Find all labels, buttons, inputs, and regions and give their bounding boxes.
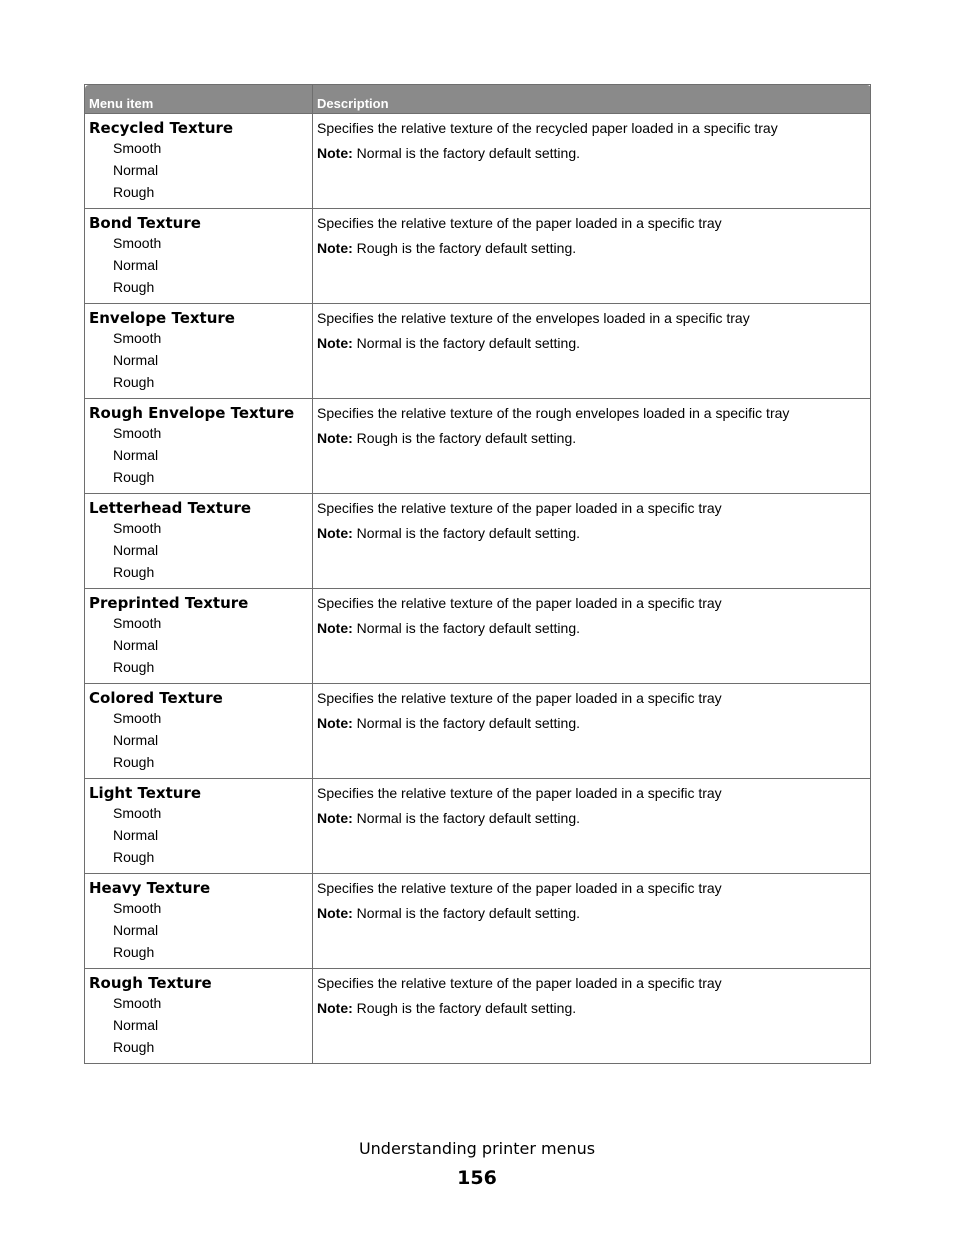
note-label: Note:	[317, 905, 353, 921]
default-setting-note	[317, 809, 866, 827]
table-row	[85, 874, 871, 969]
menu-item-name: Rough Envelope Texture	[89, 404, 295, 422]
table-row	[85, 589, 871, 684]
note-text: Normal is the factory default setting.	[352, 905, 580, 921]
default-setting-note	[317, 239, 866, 257]
page-number: 156	[457, 1167, 497, 1189]
menu-option: Rough	[113, 1039, 155, 1055]
description-cell	[313, 969, 871, 1064]
note-text: Normal is the factory default setting.	[352, 715, 580, 731]
description-text: Specifies the relative texture of the envelopes loaded in a specific tray	[317, 310, 750, 326]
menu-option: Normal	[113, 352, 159, 368]
menu-item-cell	[85, 874, 313, 969]
menu-item-name: Heavy Texture	[89, 879, 211, 897]
default-setting-note	[317, 904, 866, 922]
menu-item-cell	[85, 969, 313, 1064]
menu-option: Rough	[113, 944, 155, 960]
menu-option: Rough	[113, 849, 155, 865]
description-text: Specifies the relative texture of the recycled paper loaded in a specific tray	[317, 120, 778, 136]
menu-item-cell	[85, 779, 313, 874]
note-label: Note:	[317, 145, 353, 161]
table-row	[85, 114, 871, 209]
menu-option: Smooth	[113, 805, 162, 821]
menu-option: Smooth	[113, 615, 162, 631]
default-setting-note	[317, 144, 866, 162]
table-row	[85, 684, 871, 779]
description-cell	[313, 684, 871, 779]
menu-option: Normal	[113, 162, 159, 178]
menu-option: Rough	[113, 469, 155, 485]
table-row	[85, 779, 871, 874]
menu-option: Normal	[113, 542, 159, 558]
default-setting-note	[317, 524, 866, 542]
menu-item-cell	[85, 209, 313, 304]
menu-option: Smooth	[113, 425, 162, 441]
description-text: Specifies the relative texture of the rough envelopes loaded in a specific tray	[317, 405, 790, 421]
menu-item-cell	[85, 684, 313, 779]
description-text: Specifies the relative texture of the paper loaded in a specific tray	[317, 690, 722, 706]
default-setting-note	[317, 619, 866, 637]
menu-option: Smooth	[113, 140, 162, 156]
description-cell	[313, 304, 871, 399]
note-label: Note:	[317, 1000, 353, 1016]
note-label: Note:	[317, 525, 353, 541]
description-text: Specifies the relative texture of the paper loaded in a specific tray	[317, 500, 722, 516]
note-text: Normal is the factory default setting.	[352, 525, 580, 541]
menu-table	[84, 84, 871, 1064]
description-text: Specifies the relative texture of the paper loaded in a specific tray	[317, 975, 722, 991]
table-row	[85, 494, 871, 589]
note-text: Rough is the factory default setting.	[352, 430, 577, 446]
menu-option: Rough	[113, 184, 155, 200]
menu-option: Rough	[113, 754, 155, 770]
description-cell	[313, 399, 871, 494]
note-label: Note:	[317, 620, 353, 636]
menu-option: Normal	[113, 447, 159, 463]
description-cell	[313, 589, 871, 684]
note-text: Rough is the factory default setting.	[352, 240, 577, 256]
menu-item-name: Recycled Texture	[89, 119, 234, 137]
menu-option: Normal	[113, 257, 159, 273]
note-text: Normal is the factory default setting.	[352, 810, 580, 826]
description-cell	[313, 114, 871, 209]
menu-item-cell	[85, 304, 313, 399]
note-text: Normal is the factory default setting.	[352, 145, 580, 161]
menu-option: Rough	[113, 374, 155, 390]
description-text: Specifies the relative texture of the paper loaded in a specific tray	[317, 785, 722, 801]
menu-item-name: Rough Texture	[89, 974, 212, 992]
menu-option: Normal	[113, 637, 159, 653]
menu-item-name: Preprinted Texture	[89, 594, 249, 612]
note-text: Normal is the factory default setting.	[352, 620, 580, 636]
table-row	[85, 304, 871, 399]
menu-item-cell	[85, 589, 313, 684]
description-cell	[313, 494, 871, 589]
menu-option: Smooth	[113, 235, 162, 251]
table-row	[85, 209, 871, 304]
menu-option: Smooth	[113, 900, 162, 916]
menu-item-cell	[85, 494, 313, 589]
default-setting-note	[317, 334, 866, 352]
table-row	[85, 399, 871, 494]
note-label: Note:	[317, 810, 353, 826]
default-setting-note	[317, 714, 866, 732]
menu-option: Smooth	[113, 710, 162, 726]
note-label: Note:	[317, 430, 353, 446]
description-cell	[313, 209, 871, 304]
menu-option: Rough	[113, 659, 155, 675]
footer-section-title: Understanding printer menus	[358, 1139, 596, 1158]
column-header-description: Description	[313, 85, 871, 114]
menu-option: Normal	[113, 732, 159, 748]
menu-option: Normal	[113, 827, 159, 843]
menu-item-name: Envelope Texture	[89, 309, 235, 327]
note-label: Note:	[317, 715, 353, 731]
menu-option: Rough	[113, 279, 155, 295]
menu-option: Rough	[113, 564, 155, 580]
menu-option: Smooth	[113, 995, 162, 1011]
note-text: Normal is the factory default setting.	[352, 335, 580, 351]
table-row	[85, 969, 871, 1064]
menu-option: Smooth	[113, 330, 162, 346]
description-cell	[313, 874, 871, 969]
table-header-row	[85, 85, 871, 114]
column-header-menu-item: Menu item	[85, 85, 313, 114]
description-text: Specifies the relative texture of the paper loaded in a specific tray	[317, 595, 722, 611]
menu-option: Smooth	[113, 520, 162, 536]
default-setting-note	[317, 429, 866, 447]
default-setting-note	[317, 999, 866, 1017]
menu-item-name: Light Texture	[89, 784, 202, 802]
menu-item-cell	[85, 114, 313, 209]
menu-item-name: Colored Texture	[89, 689, 223, 707]
menu-item-name: Bond Texture	[89, 214, 201, 232]
note-text: Rough is the factory default setting.	[352, 1000, 577, 1016]
menu-option: Normal	[113, 1017, 159, 1033]
note-label: Note:	[317, 335, 353, 351]
description-text: Specifies the relative texture of the paper loaded in a specific tray	[317, 880, 722, 896]
description-text: Specifies the relative texture of the paper loaded in a specific tray	[317, 215, 722, 231]
menu-item-name: Letterhead Texture	[89, 499, 252, 517]
menu-option: Normal	[113, 922, 159, 938]
description-cell	[313, 779, 871, 874]
menu-item-cell	[85, 399, 313, 494]
note-label: Note:	[317, 240, 353, 256]
